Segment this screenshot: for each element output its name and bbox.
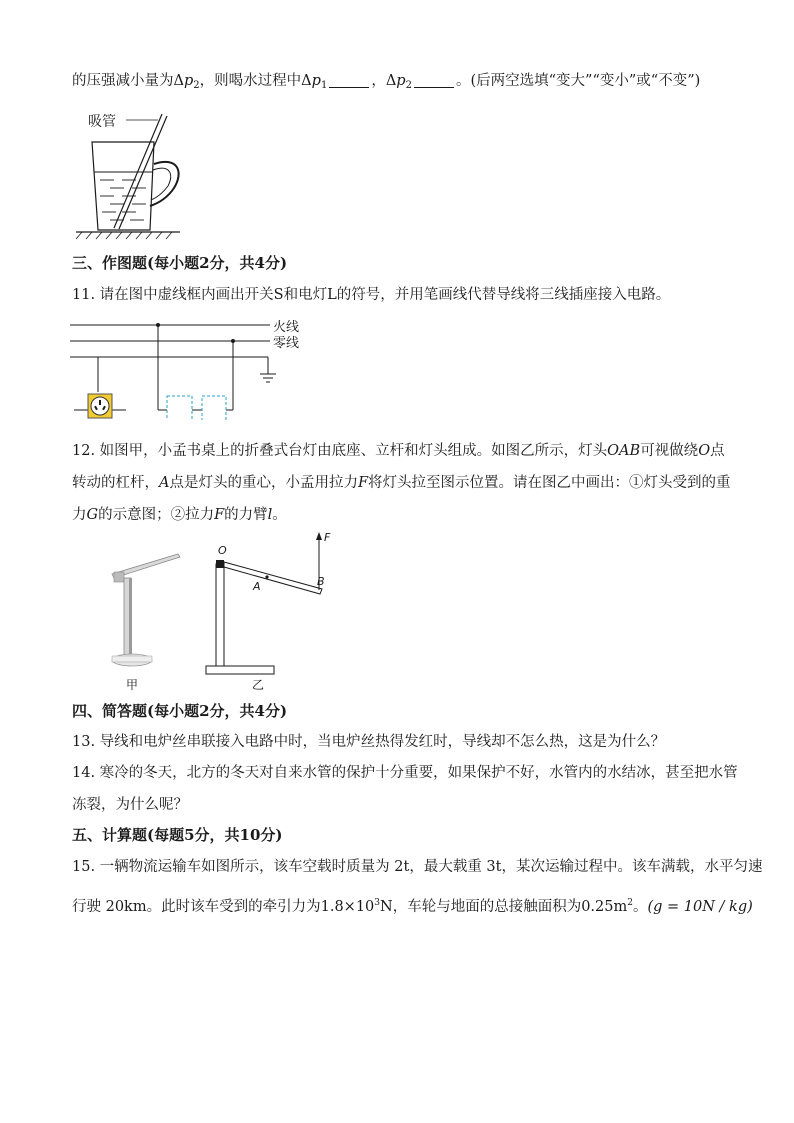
q12-line-3: [72, 505, 287, 525]
q15-text: ，车轮与地面的总接触面积为: [392, 899, 582, 915]
q12-text: 力: [72, 507, 87, 523]
junction-dot: [156, 323, 160, 327]
q12-line-2: [72, 473, 731, 493]
subscript-2: 2: [193, 80, 200, 91]
q15-line-2: [72, 893, 753, 917]
cup-straw-figure: [70, 108, 190, 243]
circuit-figure: [70, 316, 310, 420]
q10-tail-line: [72, 71, 700, 96]
delta-symbol: Δ: [173, 73, 184, 89]
answer-blank-1[interactable]: [329, 73, 369, 88]
q12-text: 的力臂: [224, 507, 268, 523]
q12-text: 转动的杠杆，: [72, 475, 159, 491]
q11-text: 11. 请在图中虚线框内画出开关S和电灯L的符号，并用笔画线代替导线将三线插座接入电路。: [72, 287, 671, 303]
q15-text: 。: [632, 899, 648, 915]
ground-hatch: [76, 232, 172, 239]
exponent-3: 3: [374, 898, 381, 908]
label-o: O: [218, 544, 227, 557]
answer-blank-2[interactable]: [414, 73, 454, 88]
p-symbol: p: [311, 73, 321, 89]
subscript-1: 1: [320, 80, 328, 91]
point-a-dot: [265, 575, 268, 578]
var-oab: OAB: [607, 443, 641, 459]
fig-jia-label: 甲: [126, 678, 139, 692]
q12-text: 。: [272, 507, 287, 523]
lamp-dashed-box[interactable]: [202, 396, 226, 420]
straw-left-edge: [114, 114, 162, 228]
exponent-2: 2: [627, 898, 633, 908]
delta-symbol: Δ: [385, 73, 397, 89]
q12-text: 12. 如图甲，小孟书桌上的折叠式台灯由底座、立杆和灯头组成。如图乙所示，灯头: [72, 443, 608, 459]
var-o: O: [698, 443, 711, 459]
label-b: B: [317, 575, 325, 588]
q12-text: 可视做绕: [640, 443, 699, 459]
section-4-title: 四、简答题(每小题2分，共4分): [72, 702, 288, 720]
section-5-title: 五、计算题(每题5分，共10分): [72, 826, 283, 844]
var-g: G: [86, 507, 99, 523]
fig-yi-label: 乙: [252, 678, 265, 692]
p-symbol: p: [396, 73, 406, 89]
switch-dashed-box[interactable]: [167, 396, 192, 420]
q13-text: 13. 导线和电炉丝串联接入电路中时，当电炉丝热得发红时，导线却不怎么热，这是为什么？: [72, 734, 666, 750]
p-symbol: p: [183, 73, 194, 89]
unit-n: N: [380, 899, 393, 915]
label-f: F: [324, 532, 331, 544]
label-a: A: [253, 580, 261, 593]
traction-force-value: 1.8×10: [320, 899, 375, 915]
force-f-arrowhead: [316, 532, 322, 540]
water-hatch: [100, 180, 146, 220]
contact-area-value: 0.25m: [581, 899, 628, 915]
junction-dot: [231, 339, 235, 343]
lamp-photo-figure: [112, 554, 180, 666]
q15-text: 行驶 20km。此时该车受到的牵引力为: [72, 899, 321, 915]
q12-text: 点: [710, 443, 725, 459]
desk-lamp-figures: [100, 532, 360, 694]
q12-text: 将灯头拉至图示位置。请在图乙中画出：①灯头受到的重: [368, 475, 731, 491]
var-f: F: [214, 507, 225, 523]
q12-text: 的示意图；②拉力: [98, 507, 215, 523]
q10-text-3: ，: [371, 73, 386, 89]
q10-text-1: 的压强减小量为: [72, 73, 174, 89]
q14-line-1: 14. 寒冷的冬天，北方的冬天对自来水管的保护十分重要，如果保护不好，水管内的水结冰，甚至把水管: [72, 765, 738, 781]
section-3-title: 三、作图题(每小题2分，共4分): [72, 254, 288, 272]
neutral-wire-label: 零线: [273, 336, 300, 351]
var-l: l: [267, 507, 273, 523]
straw-label: 吸管: [88, 114, 116, 130]
q15-line-1: 15. 一辆物流运输车如图所示，该车空载时质量为 2t，最大载重 3t，某次运输过程中。该车满载，水平匀速: [72, 859, 763, 875]
q12-line-1: [72, 441, 725, 461]
q10-text-4: 。(后两空选填“变大”“变小”或“不变”): [455, 73, 701, 89]
delta-symbol: Δ: [301, 73, 312, 89]
subscript-2: 2: [405, 80, 412, 91]
var-a: A: [159, 475, 170, 491]
q14-line-2: 冻裂，为什么呢？: [72, 797, 188, 813]
q12-text: 点是灯头的重心，小孟用拉力: [169, 475, 358, 491]
q10-text-2: ，则喝水过程中: [199, 73, 302, 89]
var-f: F: [357, 475, 369, 491]
g-value-expression: (g = 10N / kg): [647, 899, 753, 915]
live-wire-label: 火线: [273, 320, 300, 335]
